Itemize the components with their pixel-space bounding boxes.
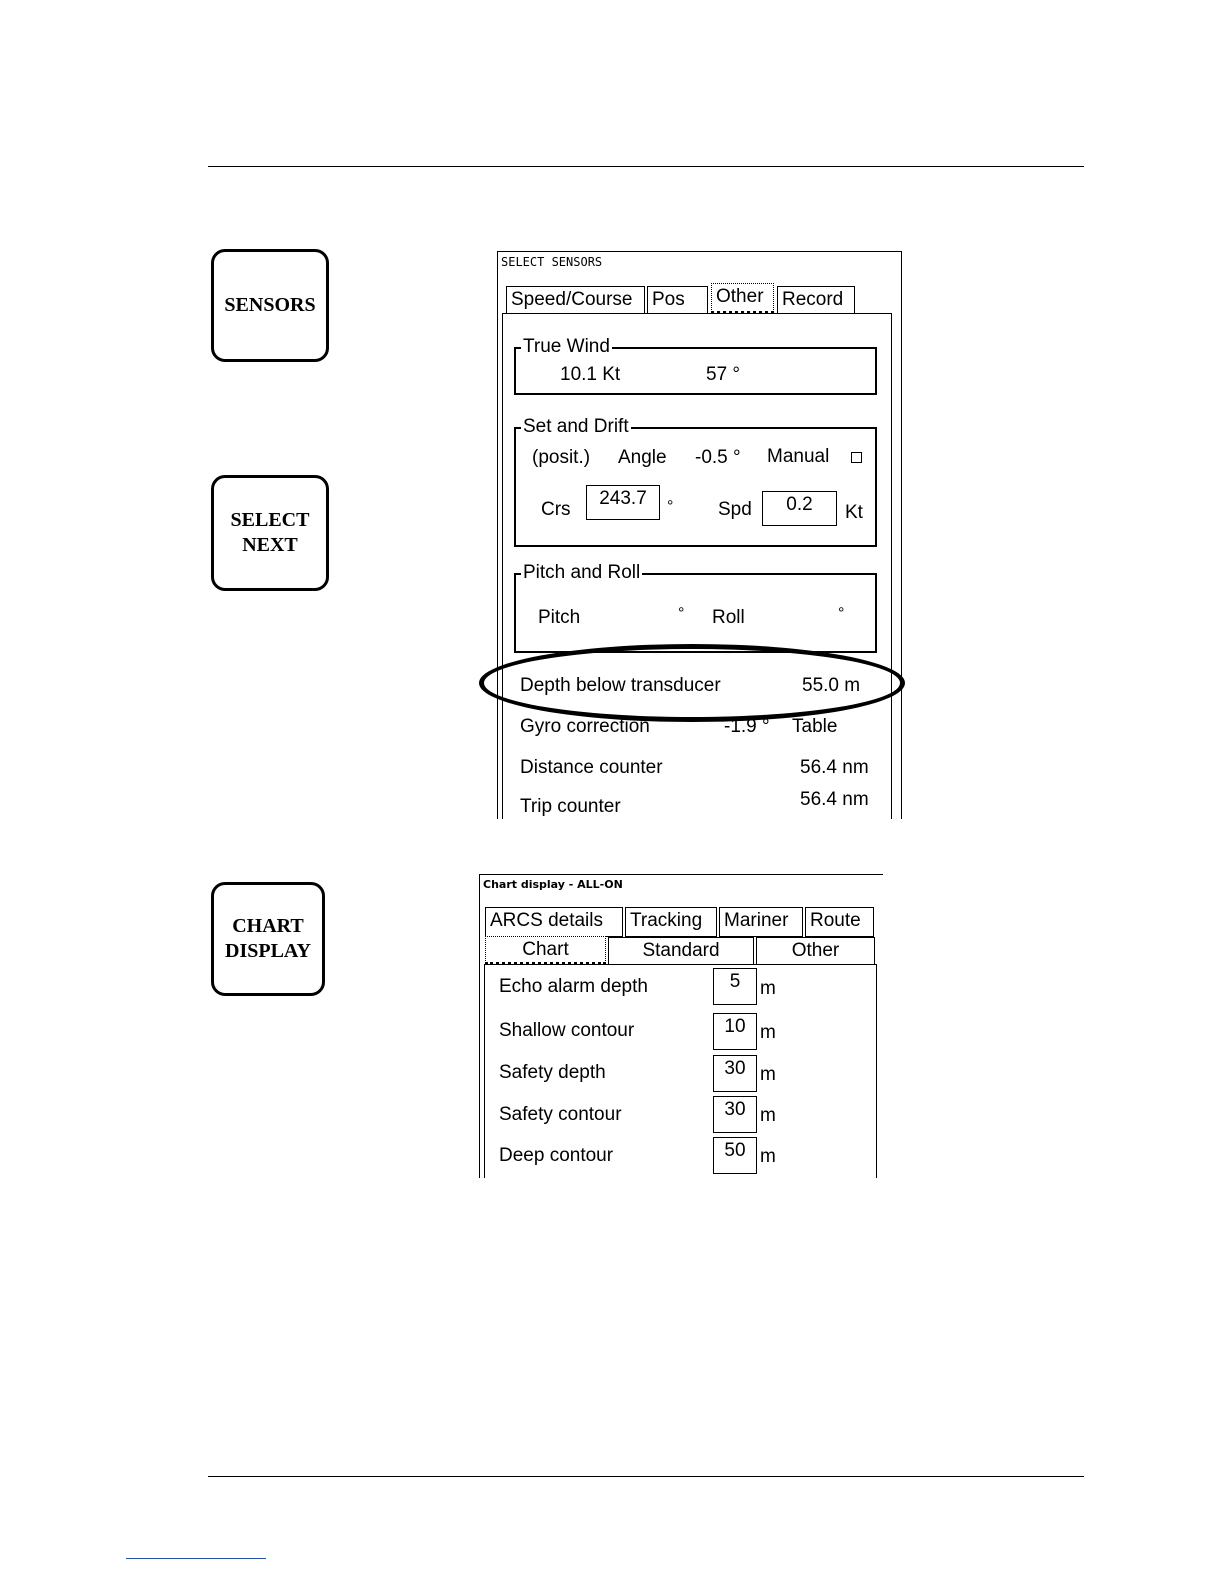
pitch-unit: ° bbox=[678, 605, 685, 622]
shallow-contour-input[interactable]: 10 bbox=[713, 1013, 757, 1050]
tab-route[interactable]: Route bbox=[805, 907, 874, 937]
chart-display-key[interactable] bbox=[211, 882, 325, 996]
safety-contour-label: Safety contour bbox=[499, 1104, 622, 1125]
chart-display-dialog bbox=[479, 874, 883, 1178]
footer-link-underline bbox=[126, 1558, 266, 1559]
distance-label: Distance counter bbox=[520, 757, 663, 778]
header-rule bbox=[208, 166, 1084, 167]
gyro-source: Table bbox=[792, 716, 838, 737]
tab-other[interactable]: Other bbox=[711, 283, 774, 314]
shallow-contour-unit: m bbox=[760, 1022, 776, 1043]
crs-input[interactable]: 243.7 bbox=[586, 485, 660, 520]
pitch-and-roll-legend: Pitch and Roll bbox=[523, 562, 641, 583]
trip-value: 56.4 nm bbox=[800, 789, 869, 810]
gyro-label: Gyro correction bbox=[520, 716, 650, 737]
tab-speed-course[interactable]: Speed/Course bbox=[506, 286, 645, 314]
select-next-key[interactable] bbox=[211, 475, 329, 591]
safety-depth-unit: m bbox=[760, 1064, 776, 1085]
crs-unit: ° bbox=[667, 498, 674, 515]
echo-alarm-depth-unit: m bbox=[760, 978, 776, 999]
trip-label: Trip counter bbox=[520, 796, 621, 817]
roll-label: Roll bbox=[712, 607, 745, 628]
pitch-label: Pitch bbox=[538, 607, 581, 628]
crs-label: Crs bbox=[541, 499, 571, 520]
tab-standard[interactable]: Standard bbox=[608, 937, 754, 965]
safety-depth-label: Safety depth bbox=[499, 1062, 606, 1083]
set-and-drift-group bbox=[514, 416, 877, 547]
angle-value: -0.5 ° bbox=[695, 447, 741, 468]
manual-checkbox[interactable] bbox=[851, 452, 862, 463]
posit-label: (posit.) bbox=[532, 447, 591, 468]
safety-contour-unit: m bbox=[760, 1105, 776, 1126]
angle-label: Angle bbox=[618, 447, 667, 468]
dialog-title: SELECT SENSORS bbox=[501, 255, 603, 269]
depth-value: 55.0 m bbox=[802, 675, 861, 696]
footer-rule bbox=[208, 1476, 1084, 1477]
depth-label: Depth below transducer bbox=[520, 675, 721, 696]
select-sensors-dialog bbox=[497, 251, 902, 819]
sensors-key[interactable] bbox=[211, 249, 329, 362]
safety-depth-input[interactable]: 30 bbox=[713, 1055, 757, 1092]
highlight-oval bbox=[479, 644, 905, 722]
shallow-contour-label: Shallow contour bbox=[499, 1020, 635, 1041]
gyro-value: -1.9 ° bbox=[724, 716, 770, 737]
spd-unit: Kt bbox=[845, 502, 863, 523]
tab-arcs-details[interactable]: ARCS details bbox=[485, 907, 623, 937]
chart-display-key-label: CHART DISPLAY bbox=[225, 915, 311, 962]
distance-value: 56.4 nm bbox=[800, 757, 869, 778]
tab-chart[interactable]: Chart bbox=[485, 936, 606, 965]
tab-pos[interactable]: Pos bbox=[647, 286, 708, 314]
chart-dialog-title: Chart display - ALL-ON bbox=[483, 878, 623, 891]
tab-chart-other[interactable]: Other bbox=[756, 937, 875, 965]
true-wind-speed: 10.1 Kt bbox=[560, 364, 621, 385]
safety-contour-input[interactable]: 30 bbox=[713, 1096, 757, 1133]
spd-input[interactable]: 0.2 bbox=[762, 491, 837, 526]
true-wind-legend: True Wind bbox=[523, 336, 610, 357]
sensors-key-label: SENSORS bbox=[224, 294, 316, 316]
select-next-key-label: SELECT NEXT bbox=[230, 509, 310, 556]
tab-mariner[interactable]: Mariner bbox=[719, 907, 803, 937]
deep-contour-unit: m bbox=[760, 1146, 776, 1167]
deep-contour-input[interactable]: 50 bbox=[713, 1137, 757, 1174]
tab-tracking[interactable]: Tracking bbox=[625, 907, 717, 937]
echo-alarm-depth-input[interactable]: 5 bbox=[713, 968, 757, 1005]
roll-unit: ° bbox=[838, 605, 845, 622]
deep-contour-label: Deep contour bbox=[499, 1145, 614, 1166]
manual-label: Manual bbox=[767, 446, 830, 467]
true-wind-direction: 57 ° bbox=[706, 364, 741, 385]
true-wind-group bbox=[514, 336, 877, 395]
echo-alarm-depth-label: Echo alarm depth bbox=[499, 976, 648, 997]
pitch-and-roll-group bbox=[514, 562, 877, 653]
set-and-drift-legend: Set and Drift bbox=[523, 416, 629, 437]
tab-record[interactable]: Record bbox=[777, 286, 855, 314]
spd-label: Spd bbox=[718, 499, 752, 520]
